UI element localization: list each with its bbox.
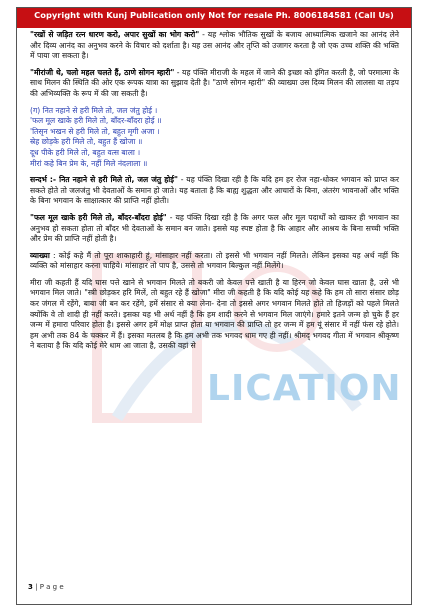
verse-quote: "मीरांजी थे, चलो महल चलते हैं, ठाणे सोगन म्हारी" [30, 67, 175, 77]
page-number: 3 [28, 583, 33, 591]
poem-line: 'फल मूल खाके हरी मिले तो, बॉंदर-बॉंदरा होई ॥ [30, 116, 162, 126]
paragraph-text: - यह पंक्ति दिखा रही है कि यदि हम हर रोज नहा-धोकर भगवान को प्राप्त कर सकते होते तो जलजंतु भी देवताओं के समान हो जाते। यह बताता है कि बाह्य शुद्धता और आचारों के बिना, अंतरंग भावनाओं और भक्ति के बिना भगवान के साक्षात्कार की प्राप्ति नहीं होती। [30, 175, 399, 206]
poem-block [30, 106, 399, 170]
paragraph-1 [30, 30, 399, 62]
paragraph-text: - यह पंक्ति दिखा रही है कि अगर फल और मूल पदार्थों को खाकर ही भगवान का अनुभव हो सकता होता तो बॉंदर भी देवताओं के समान बन जाते। इससे यह स्पष्ट होता है कि आहार और आश्रय के बिना सच्ची भक्ति और प्रेम की प्राप्ति नहीं होती है। [30, 212, 399, 244]
paragraph-6: मीरा जी कहती हैं यदि घास पत्ते खाने से भगवान मिलते तो बकरी जो केवल पत्ते खाती है या हिरन जो केवल घास खाता है, उसे भी भगवान मिल जाते। "स्त्री छोड़कर हरि मिलें, तो बहुत रहे हैं खोजा" मीरा जी कहती है कि यदि कोई यह कहे कि हम तो सारा संसार छोड़ कर जंगल में रहेंगे, बाबा जी बन कर रहेंगे, हमें संसार से क्या लेना- देना तो इससे अगर भगवान मिलते होते तो हिजड़ों को पहले मिलते क्योंकि वे तो शादी ही नहीं करते। इसका यह भी अर्थ नहीं है कि हम शादी करने से भगवान मिल जाएंगे। हमारे इतने जन्म हो चुके हैं हर जन्म में हमारा परिवार होता है। इससे अगर हमें मोक्ष प्राप्त होता या भगवान की प्राप्ति तो हर जन्म में हम यूं संसार में नहीं फंस रहे होते। हम अभी तक 84 के चक्कर में हैं। इसका मतलब है कि हम अभी तक भगवद धाम गए ही नहीं। श्रीमद् भगवद गीता में भगवान श्रीकृष्ण ने बताया है कि यदि कोई मेरे धाम आ जाता है, उसकी वहां से [30, 277, 399, 351]
copyright-banner [17, 8, 411, 28]
context-heading: सन्दर्भ :- नित नहाने से हरी मिले तो, जल जंतु होई" [30, 175, 178, 185]
paragraph-3 [30, 175, 399, 207]
background-logo-text: LICATION [207, 368, 402, 409]
poem-line: 'तिसृन भखन से हरी मिले तो, बहुत मृगी अजा । [30, 126, 160, 136]
page-label: P a g e [39, 583, 64, 591]
paragraph-4 [30, 213, 399, 245]
poem-line: दूध पीके हरी मिले तो, बहुत वत्स बाला । [30, 147, 141, 157]
verse-quote: "रखों से जड़ित रत्न धारण करो, अपार सुखों का भोग करो" [30, 30, 200, 39]
footer-separator: | [32, 583, 40, 591]
verse-quote: "फल मूल खाके हरी मिले तो, बॉंदर-बॉंदरा होई" [30, 212, 167, 222]
paragraph-2 [30, 68, 399, 100]
paragraph-text: : कोई कहे मैं तो पूरा शाकाहारी हूं, मांसाहार नहीं करता। तो इससे भी भगवान नहीं मिलते। लेकिन इसका यह अर्थ नहीं कि व्यक्ति को मांसाहार करना चाहिये। मांसाहार तो पाप है, उससे तो भगवान बिल्कुल नहीं मिलेंगे। [30, 250, 399, 271]
paragraph-text: - यह श्लोक भौतिक सुखों के बजाय आध्यात्मिक खजाने का आनंद लेने और दिव्य आनंद का अनुभव करने के विचार को दर्शाता है। यह उस आनंद और तृप्ति को उजागर करता है जो एक उच्च शक्ति की भक्ति में पाया जा सकता है। [30, 30, 400, 61]
paragraph-text: - यह पंक्ति मीराजी के महल में जाने की इच्छा को इंगित करती है, जो परमात्मा के साथ मिलन की स्थिति की ओर एक रूपक यात्रा का सुझाव देती है। "ठाणे सोगन म्हारी" की व्याख्या उस दिव्य मिलन की लालसा या तड़प की अभिव्यक्ति के रूप में की जा सकती है। [30, 67, 400, 98]
poem-line: (ग) नित नहाने से हरी मिले तो, जल जंतु होई । [30, 105, 158, 115]
copyright-text: Copyright with Kunj Publication only Not for resale Ph. 8006184581 (Call Us) [34, 10, 394, 20]
poem-line: मीरां कहे बिन प्रेम के, नहीं मिले नंदलाला ॥ [30, 158, 148, 168]
paragraph-5 [30, 251, 399, 272]
page-content [30, 30, 399, 358]
page-footer [28, 583, 64, 591]
poem-line: स्रेह छोड़के हरी मिले तो, बहुत हैं खोजा ॥ [30, 137, 143, 147]
document-page [16, 7, 412, 605]
explanation-heading: व्याख्या [30, 250, 50, 260]
